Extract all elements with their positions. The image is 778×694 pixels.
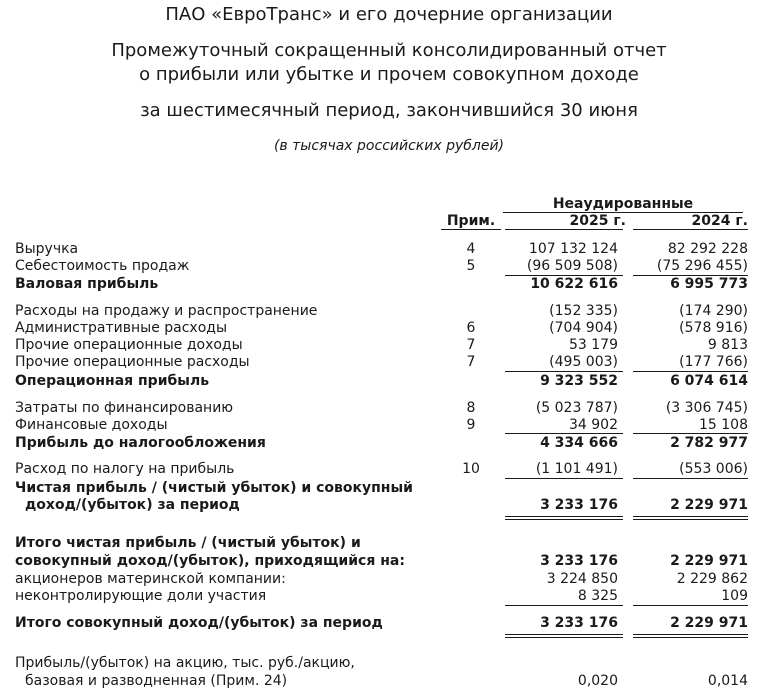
table-row-total [0, 553, 778, 570]
row-label: Расход по налогу на прибыль [15, 461, 235, 477]
row-value-2025: (5 023 787) [535, 400, 618, 416]
subtotal-rule [505, 433, 623, 434]
row-value-2024: (75 296 455) [656, 258, 748, 274]
row-note: 9 [466, 417, 476, 433]
subtotal-rule [505, 371, 623, 372]
table-row-total [0, 615, 778, 632]
row-value-2025: 10 622 616 [530, 276, 618, 292]
report-title-line1: Промежуточный сокращенный консолидированный отчет [111, 40, 667, 61]
year-2024-header-underline [633, 229, 748, 230]
row-value-2024: (174 290) [679, 303, 748, 319]
row-value-2025: (495 003) [549, 354, 618, 370]
row-value-2024: (578 916) [679, 320, 748, 336]
table-row-subtotal [0, 373, 778, 390]
row-label: Итого совокупный доход/(убыток) за период [15, 615, 383, 631]
row-value-2025: 3 233 176 [540, 615, 618, 631]
note-header-underline [441, 229, 501, 230]
row-label: доход/(убыток) за период [25, 497, 240, 513]
table-row [0, 320, 778, 337]
row-label: Операционная прибыль [15, 373, 210, 389]
row-label: Выручка [15, 241, 79, 257]
total-double-rule [633, 634, 748, 638]
table-row-total [0, 497, 778, 514]
row-value-2024: 2 782 977 [670, 435, 748, 451]
subtotal-rule [633, 605, 748, 606]
table-row [0, 400, 778, 417]
table-row [0, 258, 778, 275]
subtotal-rule [505, 478, 623, 479]
report-period: за шестимесячный период, закончившийся 30 июня [140, 100, 638, 121]
row-value-2024: 2 229 971 [670, 497, 748, 513]
table-row [0, 673, 778, 690]
row-label: Прочие операционные доходы [15, 337, 243, 353]
table-row [0, 303, 778, 320]
unaudited-header: Неаудированные [552, 196, 694, 212]
year-2025-header-underline [505, 229, 623, 230]
table-row [0, 354, 778, 371]
table-row [0, 461, 778, 478]
row-value-2024: 2 229 862 [676, 571, 748, 587]
row-note: 10 [462, 461, 480, 477]
row-note: 4 [466, 241, 476, 257]
row-value-2024: 109 [721, 588, 748, 604]
row-label: Финансовые доходы [15, 417, 168, 433]
row-value-2024: 6 995 773 [670, 276, 748, 292]
subtotal-rule [505, 605, 623, 606]
row-label: Итого чистая прибыль / (чистый убыток) и [15, 535, 361, 551]
row-value-2025: (96 509 508) [526, 258, 618, 274]
table-row [0, 241, 778, 258]
row-label: Себестоимость продаж [15, 258, 190, 274]
company-name: ПАО «ЕвроТранс» и его дочерние организации [165, 4, 613, 25]
row-value-2024: 2 229 971 [670, 553, 748, 569]
table-row-total [0, 535, 778, 552]
row-value-2025: 3 233 176 [540, 497, 618, 513]
row-value-2025: (1 101 491) [535, 461, 618, 477]
row-value-2025: 3 224 850 [546, 571, 618, 587]
report-units: (в тысячах российских рублей) [273, 138, 505, 154]
table-row [0, 337, 778, 354]
table-row-total [0, 480, 778, 497]
row-value-2024: 82 292 228 [667, 241, 748, 257]
row-value-2024: (3 306 745) [665, 400, 748, 416]
row-label: Административные расходы [15, 320, 228, 336]
row-value-2024: 6 074 614 [670, 373, 748, 389]
report-title-line2: о прибыли или убытке и прочем совокупном доходе [139, 64, 639, 85]
row-value-2024: 2 229 971 [670, 615, 748, 631]
row-note: 5 [466, 258, 476, 274]
row-value-2025: 107 132 124 [528, 241, 618, 257]
row-note: 7 [466, 337, 476, 353]
row-note: 6 [466, 320, 476, 336]
row-label: неконтролирующие доли участия [15, 588, 267, 604]
subtotal-rule [633, 478, 748, 479]
row-label: Прочие операционные расходы [15, 354, 250, 370]
row-label: Прибыль до налогообложения [15, 435, 266, 451]
row-value-2025: 8 325 [577, 588, 618, 604]
row-value-2024: (177 766) [679, 354, 748, 370]
row-value-2024: 0,014 [707, 673, 748, 689]
row-label: Прибыль/(убыток) на акцию, тыс. руб./акцию, [15, 655, 355, 671]
row-value-2024: (553 006) [679, 461, 748, 477]
row-value-2025: 34 902 [569, 417, 618, 433]
row-label: Затраты по финансированию [15, 400, 234, 416]
year-2025-header: 2025 г. [569, 213, 626, 229]
row-value-2025: (704 904) [549, 320, 618, 336]
row-value-2025: 53 179 [569, 337, 618, 353]
row-label: акционеров материнской компании: [15, 571, 286, 587]
table-row [0, 417, 778, 434]
table-row-subtotal [0, 435, 778, 452]
row-value-2025: 4 334 666 [540, 435, 618, 451]
table-row-subtotal [0, 276, 778, 293]
table-row [0, 588, 778, 605]
row-value-2025: 3 233 176 [540, 553, 618, 569]
total-double-rule [505, 634, 623, 638]
year-2024-header: 2024 г. [691, 213, 748, 229]
row-value-2024: 15 108 [699, 417, 748, 433]
row-label: Валовая прибыль [15, 276, 159, 292]
row-note: 7 [466, 354, 476, 370]
total-double-rule [633, 516, 748, 520]
subtotal-rule [633, 433, 748, 434]
row-value-2025: 0,020 [577, 673, 618, 689]
row-note: 8 [466, 400, 476, 416]
row-value-2025: 9 323 552 [540, 373, 618, 389]
note-column-header: Прим. [446, 213, 496, 229]
total-double-rule [505, 516, 623, 520]
row-label: базовая и разводненная (Прим. 24) [25, 673, 288, 689]
subtotal-rule [633, 371, 748, 372]
row-label: Чистая прибыль / (чистый убыток) и совокупный [15, 480, 413, 496]
row-label: Расходы на продажу и распространение [15, 303, 318, 319]
row-value-2025: (152 335) [549, 303, 618, 319]
table-row [0, 655, 778, 672]
row-value-2024: 9 813 [707, 337, 748, 353]
table-row [0, 571, 778, 588]
row-label: совокупный доход/(убыток), приходящийся на: [15, 553, 405, 569]
